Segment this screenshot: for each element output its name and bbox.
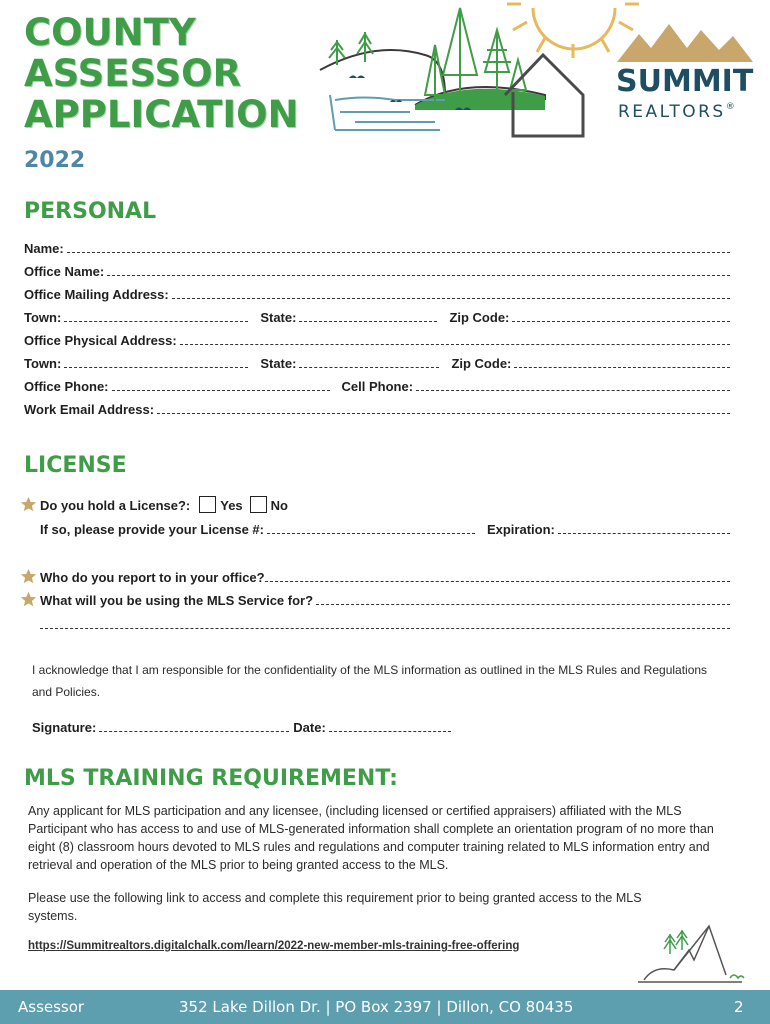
town2-input-line[interactable]	[64, 353, 248, 368]
date-label: Date:	[293, 720, 326, 735]
yes-checkbox[interactable]	[199, 496, 216, 513]
training-link[interactable]: https://Summitrealtors.digitalchalk.com/learn/2022-new-member-mls-training-free-offering	[28, 940, 520, 952]
logo-text-summit: SUMMIT	[616, 64, 754, 99]
town-input-line[interactable]	[64, 307, 248, 322]
training-paragraph: Any applicant for MLS participation and any licensee, (including licensed or certified appraisers) affiliated with the MLS Participant who has access to and use of MLS-generated information shall complete an orientation program of no more than eight (8) classroom hours devoted to MLS rules and regulations and computer training related to MLS information entry and retrieval and operation of the MLS prior to being granted access to the MLS.	[28, 804, 714, 872]
mls-use-label: What will you be using the MLS Service for?	[40, 593, 314, 608]
acknowledgement-text: I acknowledge that I am responsible for the confidentiality of the MLS information as outlined in the MLS Rules and Regulations and Policies.	[32, 663, 708, 699]
state2-input-line[interactable]	[299, 353, 439, 368]
expiration-label: Expiration:	[486, 522, 555, 537]
footer-address: 352 Lake Dillon Dr. | PO Box 2397 | Dillon, CO 80435	[179, 998, 574, 1016]
office-physical-row	[24, 328, 730, 348]
mls-use-input-line[interactable]	[316, 590, 730, 605]
office-phone-label: Office Phone:	[24, 379, 109, 394]
cell-phone-input-line[interactable]	[416, 376, 730, 391]
office-mailing-label: Office Mailing Address:	[24, 287, 169, 302]
signature-label: Signature:	[32, 720, 97, 735]
office-name-label: Office Name:	[24, 264, 105, 279]
training-heading: MLS TRAINING REQUIREMENT:	[24, 766, 398, 791]
footer-section-label: Assessor	[18, 998, 85, 1016]
work-email-label: Work Email Address:	[24, 402, 155, 417]
landscape-illustration	[315, 0, 645, 145]
zip2-input-line[interactable]	[514, 353, 730, 368]
signature-input-line[interactable]	[99, 717, 289, 732]
office-name-input-line[interactable]	[107, 261, 730, 276]
mountain-illustration	[634, 920, 746, 986]
physical-town-row	[24, 351, 730, 371]
star-icon	[20, 568, 37, 585]
office-physical-label: Office Physical Address:	[24, 333, 177, 348]
mls-use-input-line-2[interactable]	[40, 614, 730, 629]
mailing-town-row	[24, 305, 730, 325]
training-link-instruction: Please use the following link to access and complete this requirement prior to being granted access to the MLS systems.	[28, 891, 642, 923]
work-email-input-line[interactable]	[157, 399, 730, 414]
zip-input-line[interactable]	[512, 307, 730, 322]
town2-label: Town:	[24, 356, 62, 371]
expiration-input-line[interactable]	[558, 519, 730, 534]
office-mailing-row	[24, 282, 730, 302]
star-icon	[20, 496, 37, 513]
logo-text-realtors: REALTORS®	[618, 102, 735, 122]
phone-row	[24, 374, 730, 394]
license-number-row	[40, 517, 730, 537]
zip2-label: Zip Code:	[451, 356, 512, 371]
office-name-row	[24, 259, 730, 279]
page-footer	[0, 990, 770, 1024]
office-physical-input-line[interactable]	[180, 330, 730, 345]
town-label: Town:	[24, 310, 62, 325]
report-to-input-line[interactable]	[265, 567, 730, 582]
report-to-label: Who do you report to in your office?	[40, 570, 265, 585]
star-icon	[20, 591, 37, 608]
signature-row	[32, 715, 472, 735]
date-input-line[interactable]	[329, 717, 451, 732]
state-input-line[interactable]	[299, 307, 437, 322]
license-heading: LICENSE	[24, 453, 127, 478]
name-label: Name:	[24, 241, 64, 256]
name-row	[24, 236, 730, 256]
zip-label: Zip Code:	[449, 310, 510, 325]
footer-page-number: 2	[734, 998, 744, 1016]
license-question-row	[40, 493, 730, 513]
state2-label: State:	[260, 356, 297, 371]
name-input-line[interactable]	[67, 238, 730, 253]
no-checkbox[interactable]	[250, 496, 267, 513]
summit-realtors-logo-mountains	[617, 20, 753, 64]
mls-use-row-2	[40, 612, 730, 632]
license-number-label: If so, please provide your License #:	[40, 522, 264, 537]
personal-heading: PERSONAL	[24, 199, 157, 224]
office-phone-input-line[interactable]	[112, 376, 330, 391]
mls-use-row	[40, 588, 730, 608]
license-number-input-line[interactable]	[267, 519, 475, 534]
document-title: COUNTY ASSESSOR APPLICATION	[24, 11, 299, 136]
state-label: State:	[260, 310, 297, 325]
yes-label: Yes	[220, 498, 243, 513]
license-question-label: Do you hold a License?:	[40, 498, 191, 513]
work-email-row	[24, 397, 730, 417]
no-label: No	[270, 498, 289, 513]
office-mailing-input-line[interactable]	[172, 284, 730, 299]
document-year: 2022	[24, 148, 86, 173]
report-to-row	[40, 565, 730, 585]
cell-phone-label: Cell Phone:	[341, 379, 414, 394]
